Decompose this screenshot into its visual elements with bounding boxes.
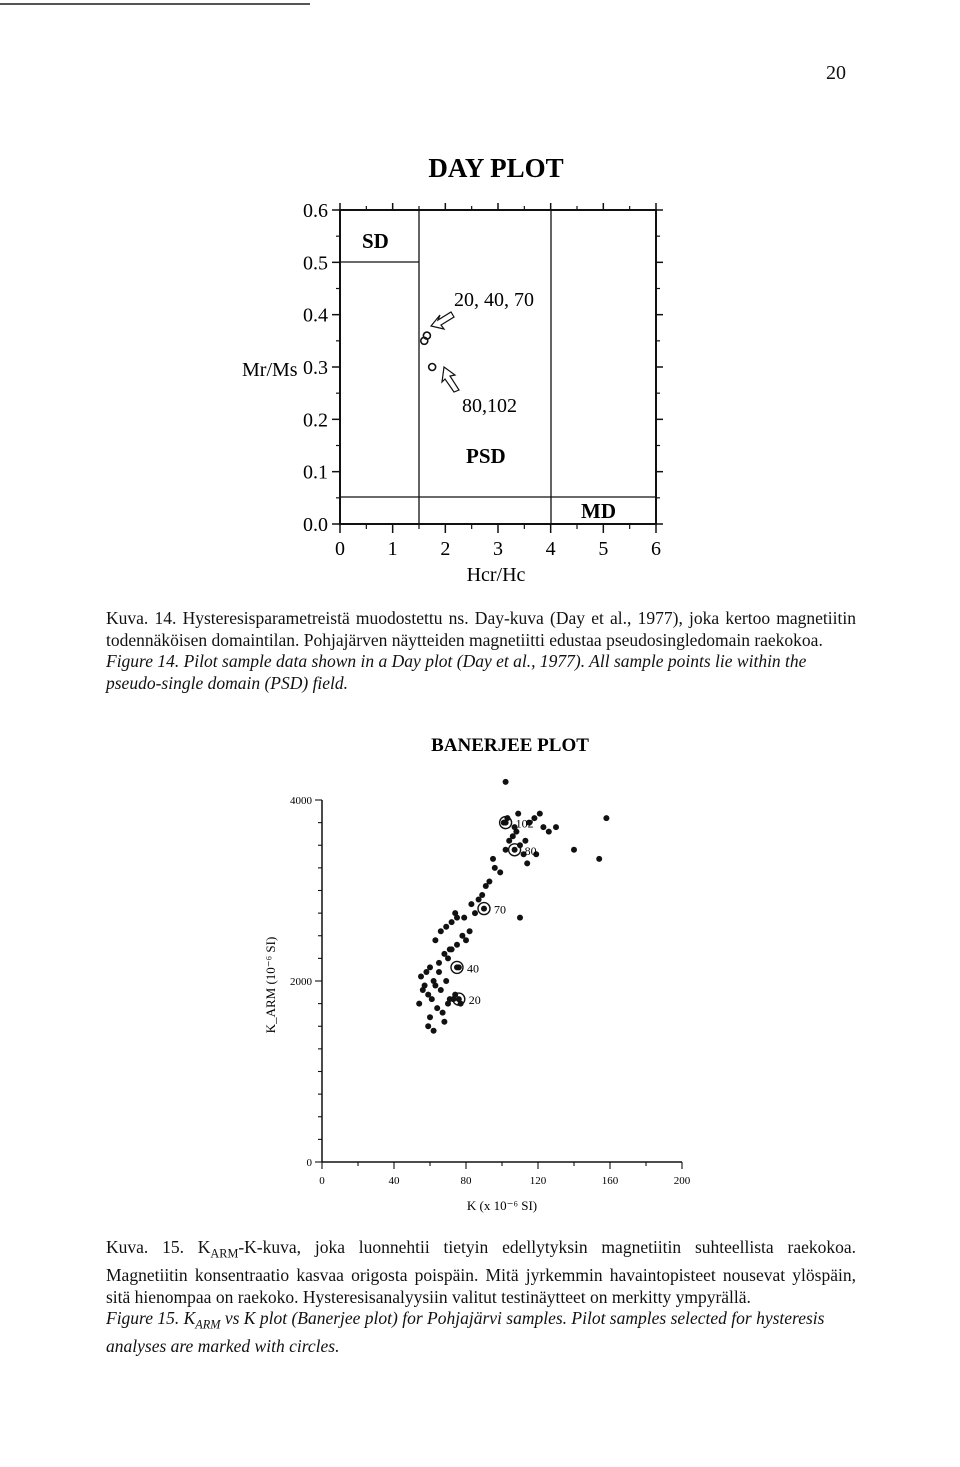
banerjee-data-point bbox=[438, 928, 444, 934]
banerjee-pilot-point bbox=[503, 820, 509, 826]
banerjee-data-point bbox=[431, 1028, 437, 1034]
banerjee-data-point bbox=[418, 973, 424, 979]
md-region-label: MD bbox=[581, 499, 616, 523]
caption-15-english-k: K bbox=[183, 1308, 196, 1328]
banerjee-data-point bbox=[429, 996, 435, 1002]
caption-14-finnish: Kuva. 14. Hysteresisparametreistä muodostettu ns. Day-kuva (Day et al., 1977), joka kertoo magnetiitin todennäköisen domaintilan. Pohjajärven näytteiden magnetiitti edustaa pseudosingledomain raekokoa. bbox=[106, 608, 856, 650]
day-y-tick-label: 0.5 bbox=[303, 252, 328, 275]
day-x-tick-label: 1 bbox=[387, 538, 398, 560]
banerjee-data-point bbox=[472, 910, 478, 916]
banerjee-plot-title: BANERJEE PLOT bbox=[431, 735, 589, 756]
banerjee-data-point bbox=[443, 924, 449, 930]
sd-region-label: SD bbox=[362, 229, 389, 253]
banerjee-x-tick-label: 40 bbox=[388, 1175, 400, 1187]
banerjee-data-point bbox=[503, 847, 509, 853]
day-y-tick-label: 0.1 bbox=[303, 461, 328, 484]
day-y-tick-label: 0.4 bbox=[303, 304, 328, 327]
day-y-axis-label: Mr/Ms bbox=[242, 359, 298, 381]
banerjee-data-point bbox=[571, 847, 577, 853]
banerjee-data-point bbox=[432, 983, 438, 989]
caption-14-english: Figure 14. Pilot sample data shown in a Day plot (Day et al., 1977). All sample points lie within the pseudo-single domain (PSD) field. bbox=[106, 651, 807, 693]
banerjee-pilot-point bbox=[481, 906, 487, 912]
figure-15-caption bbox=[106, 1237, 856, 1358]
banerjee-data-point bbox=[416, 1001, 422, 1007]
banerjee-data-point bbox=[497, 869, 503, 875]
psd-region-label: PSD bbox=[466, 444, 506, 468]
day-x-tick-label: 6 bbox=[651, 538, 661, 560]
banerjee-data-point bbox=[467, 928, 473, 934]
banerjee-data-point bbox=[438, 987, 444, 993]
banerjee-x-tick-label: 80 bbox=[460, 1175, 472, 1187]
banerjee-data-point bbox=[452, 910, 458, 916]
day-x-tick-label: 5 bbox=[598, 538, 609, 560]
banerjee-data-point bbox=[503, 779, 509, 785]
banerjee-x-tick-label: 160 bbox=[601, 1175, 619, 1187]
banerjee-data-point bbox=[432, 937, 438, 943]
banerjee-pilot-label: 20 bbox=[468, 993, 481, 1008]
day-plot-title: DAY PLOT bbox=[428, 153, 564, 183]
banerjee-data-point bbox=[434, 1005, 440, 1011]
banerjee-data-point bbox=[463, 937, 469, 943]
day-x-axis-label: Hcr/Hc bbox=[466, 564, 526, 586]
banerjee-data-point bbox=[540, 824, 546, 830]
banerjee-data-point bbox=[596, 856, 602, 862]
banerjee-data-point bbox=[490, 856, 496, 862]
banerjee-data-point bbox=[449, 919, 455, 925]
banerjee-data-point bbox=[427, 1014, 433, 1020]
banerjee-data-point bbox=[440, 1010, 446, 1016]
banerjee-data-point bbox=[422, 983, 428, 989]
caption-15-finnish-lead: Kuva. 15. bbox=[106, 1237, 198, 1257]
day-y-tick-label: 0.3 bbox=[303, 357, 328, 379]
day-y-tick-label: 0.2 bbox=[303, 409, 328, 432]
banerjee-pilot-label: 102 bbox=[515, 816, 534, 831]
page-number: 20 bbox=[826, 62, 846, 84]
banerjee-data-point bbox=[454, 942, 460, 948]
caption-15-finnish bbox=[106, 1237, 856, 1308]
banerjee-pilot-label: 70 bbox=[494, 902, 506, 917]
banerjee-data-point bbox=[537, 811, 543, 817]
banerjee-data-point bbox=[492, 865, 498, 871]
banerjee-x-tick-label: 0 bbox=[319, 1175, 325, 1187]
banerjee-pilot-label: 40 bbox=[467, 961, 479, 976]
banerjee-data-point bbox=[468, 901, 474, 907]
day-x-tick-label: 3 bbox=[493, 538, 503, 560]
banerjee-data-point bbox=[486, 878, 492, 884]
banerjee-x-tick-label: 200 bbox=[673, 1175, 691, 1187]
banerjee-data-point bbox=[436, 969, 442, 975]
day-x-tick-label: 0 bbox=[335, 538, 345, 560]
banerjee-pilot-point bbox=[456, 996, 462, 1002]
banerjee-pilot-point bbox=[512, 847, 518, 853]
caption-15-finnish-sub: ARM bbox=[210, 1246, 239, 1261]
banerjee-data-point bbox=[461, 915, 467, 921]
day-y-tick-label: 0.0 bbox=[303, 514, 328, 536]
caption-15-english-sub: ARM bbox=[195, 1317, 221, 1332]
annotation-80-102: 80,102 bbox=[462, 395, 517, 417]
caption-15-finnish-body: -K-kuva, joka luonnehtii tietyin edellytyksin magnetiitin suhteellista raekokoa. Magnetiitin konsentraatio kasvaa origosta poispäin. Mitä jyrkemmin havaintopisteet nousevat ylöspäin, sitä hienompaa on raekoko. Hysteresisanalyysiin valitut testinäytteet on merkitty ympyrällä. bbox=[106, 1237, 857, 1307]
banerjee-data-point bbox=[443, 978, 449, 984]
banerjee-data-point bbox=[479, 892, 485, 898]
day-x-tick-label: 2 bbox=[440, 538, 451, 560]
annotation-20-40-70: 20, 40, 70 bbox=[454, 289, 534, 311]
caption-15-finnish-k: K bbox=[197, 1237, 211, 1257]
banerjee-x-tick-label: 120 bbox=[529, 1175, 547, 1187]
banerjee-data-point bbox=[425, 1023, 431, 1029]
banerjee-data-point bbox=[517, 915, 523, 921]
banerjee-x-axis-label: K (x 10⁻⁶ SI) bbox=[466, 1198, 538, 1213]
banerjee-data-point bbox=[436, 960, 442, 966]
caption-15-english bbox=[106, 1308, 856, 1358]
banerjee-y-axis-label: K_ARM (10⁻⁶ SI) bbox=[263, 936, 278, 1034]
banerjee-data-point bbox=[553, 824, 559, 830]
banerjee-y-tick-label: 2000 bbox=[290, 976, 312, 988]
banerjee-y-tick-label: 0 bbox=[306, 1157, 312, 1169]
banerjee-data-point bbox=[546, 829, 552, 835]
banerjee-pilot-point bbox=[454, 964, 460, 970]
banerjee-data-point bbox=[447, 946, 453, 952]
banerjee-data-point bbox=[524, 860, 530, 866]
caption-15-english-lead: Figure 15. bbox=[106, 1308, 184, 1328]
banerjee-data-point bbox=[445, 1001, 451, 1007]
banerjee-data-point bbox=[603, 815, 609, 821]
banerjee-y-tick-label: 4000 bbox=[290, 795, 312, 807]
caption-15-english-body: vs K plot (Banerjee plot) for Pohjajärvi samples. Pilot samples selected for hysteresis analyses are marked with circles. bbox=[106, 1308, 825, 1356]
banerjee-data-point bbox=[441, 1019, 447, 1025]
banerjee-pilot-label: 80 bbox=[524, 843, 537, 858]
banerjee-data-point bbox=[427, 964, 433, 970]
banerjee-data-point bbox=[445, 955, 451, 961]
day-x-tick-label: 4 bbox=[545, 538, 556, 560]
day-y-tick-label: 0.6 bbox=[303, 200, 328, 222]
